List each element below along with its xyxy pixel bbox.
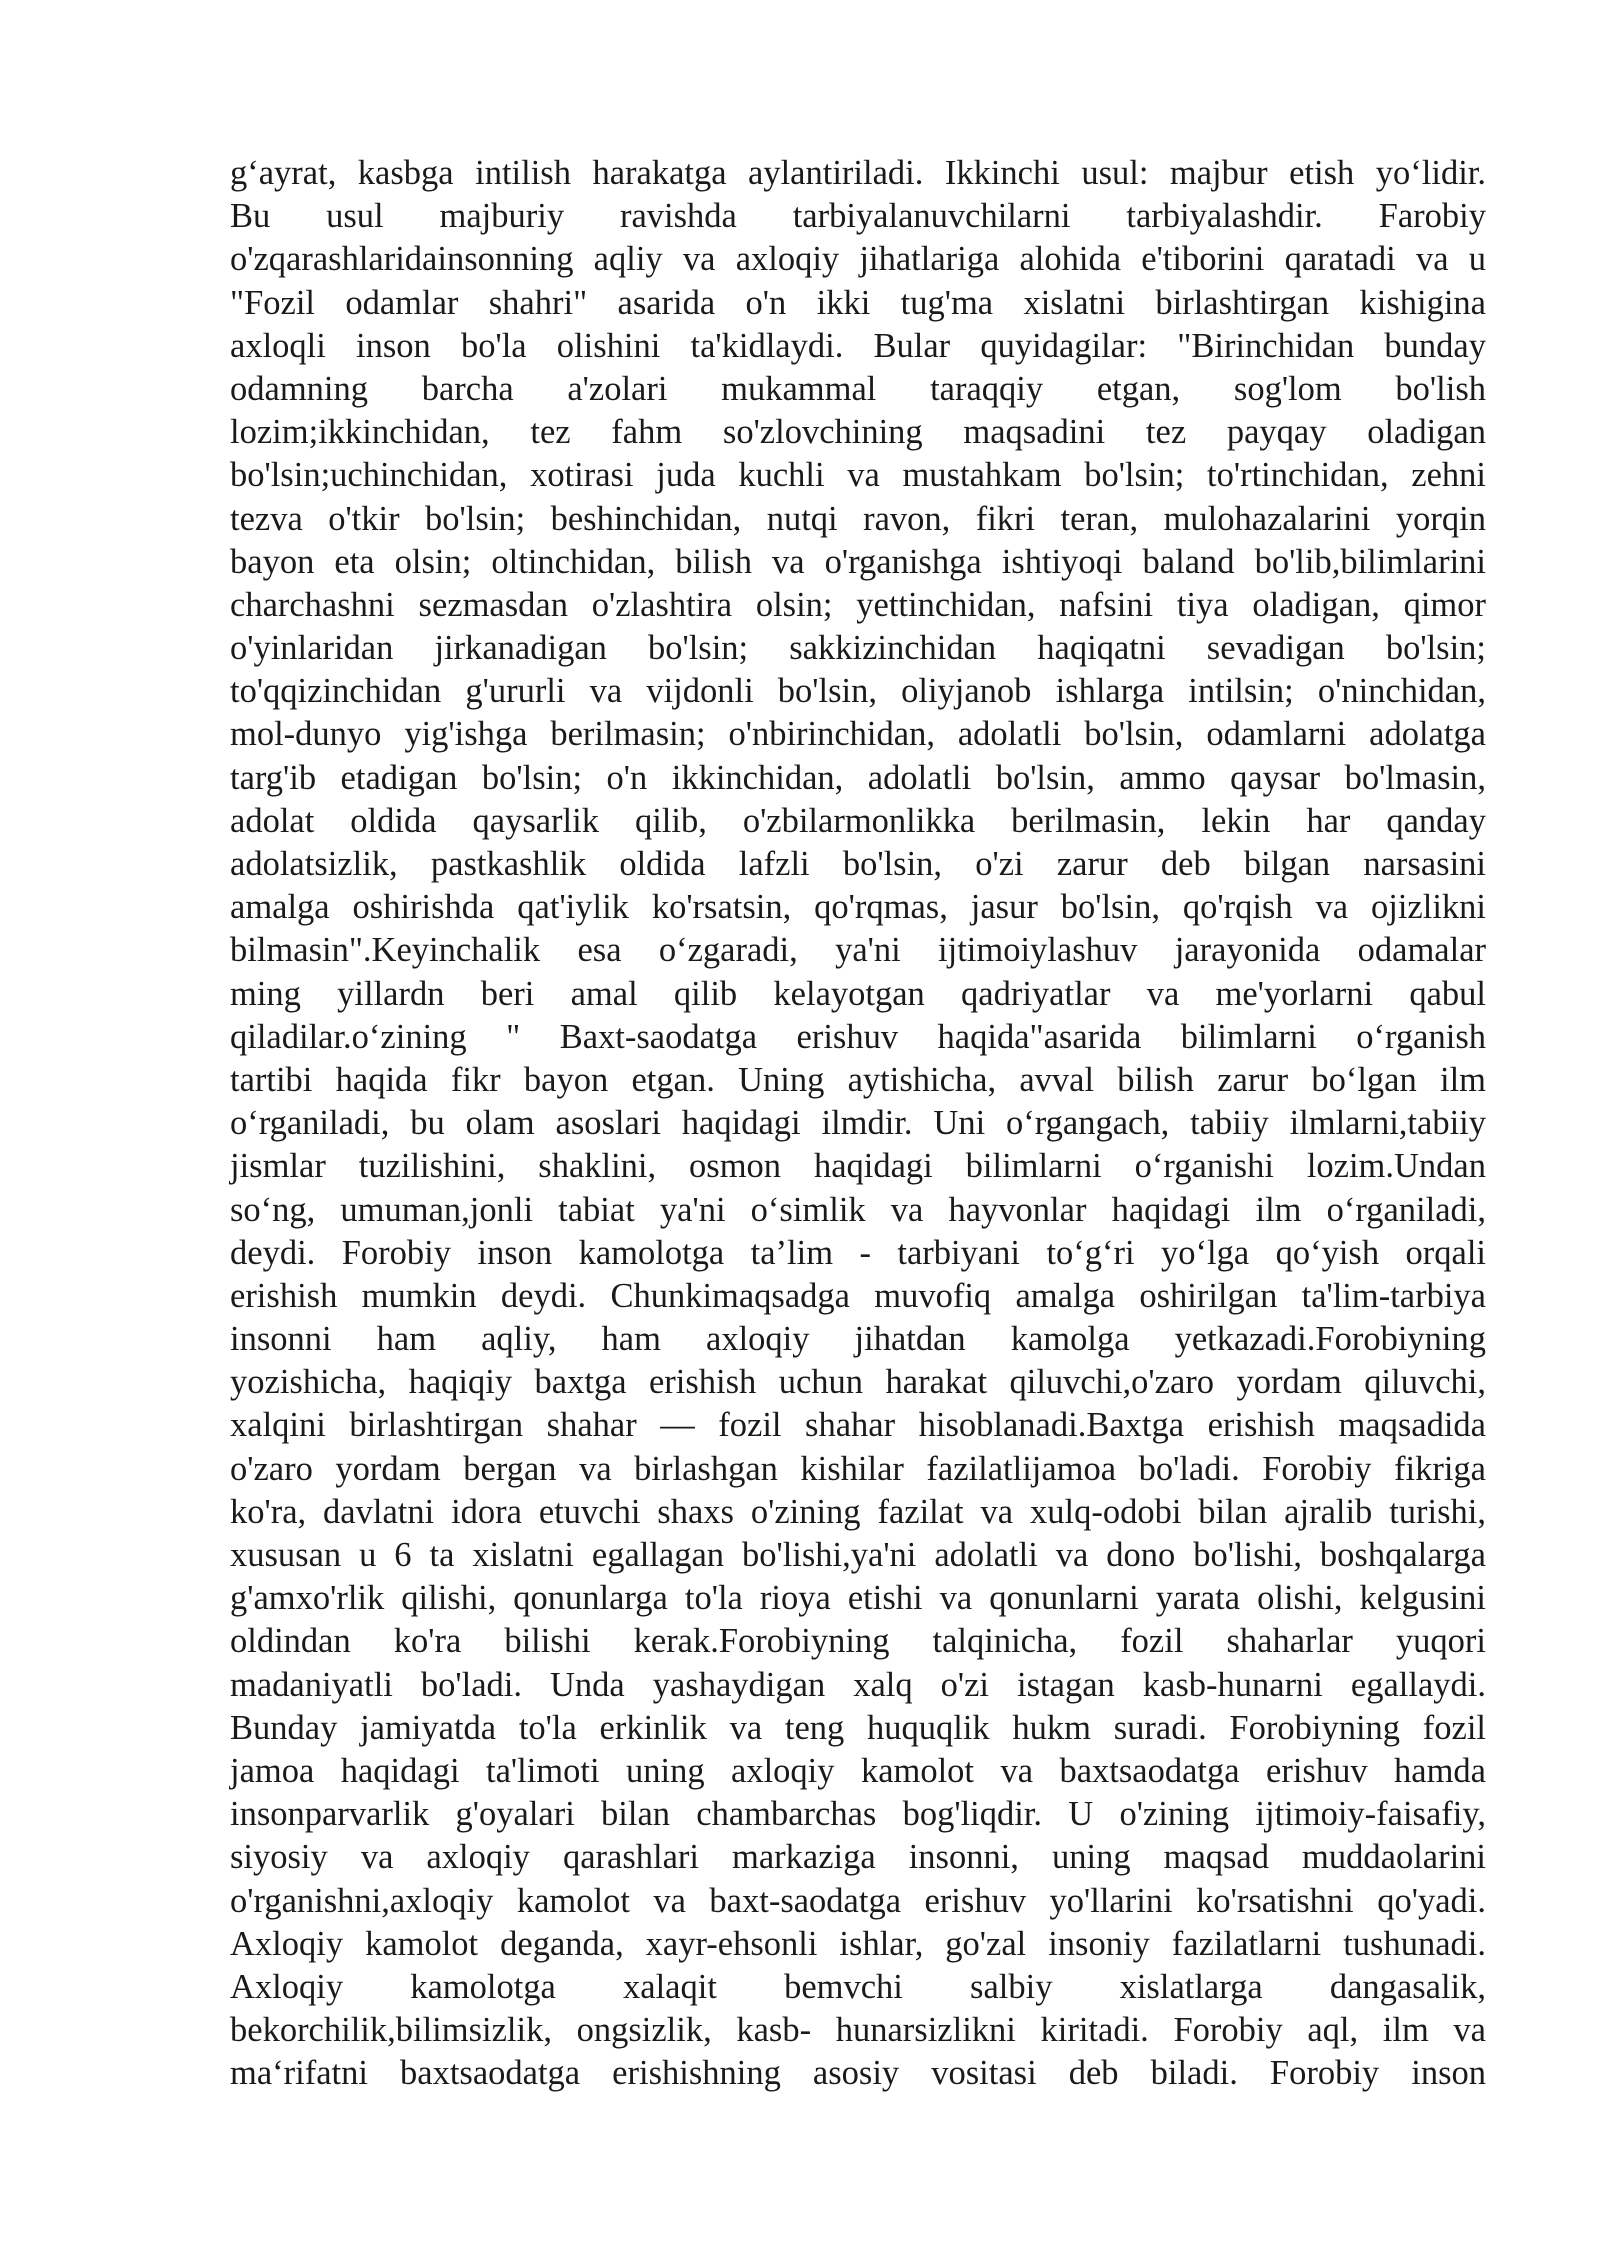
text-line-45: ma‘rifatni baxtsaodatga erishishning asosiy vositasi deb biladi. Forobiy inson [230,2054,1486,2093]
text-line-39: insonparvarlik g'oyalari bilan chambarchas bog'liqdir. U o'zining ijtimoiy-faisafiy, [230,1795,1486,1834]
text-line-31: o'zaro yordam bergan va birlashgan kishilar fazilatlijamoa bo'ladi. Forobiy fikriga [230,1449,1486,1488]
text-line-16: adolat oldida qaysarlik qilib, o'zbilarmonlikka berilmasin, lekin har qanday [230,801,1486,840]
text-line-3: o'zqarashlaridainsonning aqliy va axloqiy jihatlariga alohida e'tiborini qaratadi va u [230,240,1486,279]
text-line-35: oldindan ko'ra bilishi kerak.Forobiyning talqinicha, fozil shaharlar yuqori [230,1622,1486,1661]
text-line-25: so‘ng, umuman,jonli tabiat ya'ni o‘simlik va hayvonlar haqidagi ilm o‘rganiladi, [230,1190,1486,1229]
text-line-5: axloqli inson bo'la olishini ta'kidlaydi. Bular quyidagilar: "Birinchidan bunday [230,326,1486,365]
text-line-33: xususan u 6 ta xislatni egallagan bo'lishi,ya'ni adolatli va dono bo'lishi, boshqalarga [230,1536,1486,1574]
text-line-29: yozishicha, haqiqiy baxtga erishish uchun harakat qiluvchi,o'zaro yordam qiluvchi, [230,1363,1486,1402]
text-line-15: targ'ib etadigan bo'lsin; o'n ikkinchidan, adolatli bo'lsin, ammo qaysar bo'lmasin, [230,758,1486,797]
text-line-6: odamning barcha a'zolari mukammal taraqqiy etgan, sog'lom bo'lish [230,369,1486,408]
text-line-34: g'amxo'rlik qilishi, qonunlarga to'la rioya etishi va qonunlarni yarata olishi, kelgusini [230,1579,1486,1618]
text-line-42: Axloqiy kamolot deganda, xayr-ehsonli ishlar, go'zal insoniy fazilatlarni tushunadi. [230,1924,1486,1963]
text-line-17: adolatsizlik, pastkashlik oldida lafzli bo'lsin, o'zi zarur deb bilgan narsasini [230,845,1486,883]
text-line-9: tezva o'tkir bo'lsin; beshinchidan, nutqi ravon, fikri teran, mulohazalarini yorqin [230,499,1486,538]
text-line-41: o'rganishni,axloqiy kamolot va baxt-saodatga erishuv yo'llarini ko'rsatishni qo'yadi. [230,1881,1486,1920]
text-line-27: erishish mumkin deydi. Chunkimaqsadga muvofiq amalga oshirilgan ta'lim-tarbiya [230,1276,1486,1315]
text-line-23: o‘rganiladi, bu olam asoslari haqidagi ilmdir. Uni o‘rgangach, tabiiy ilmlarni,tabiiy [230,1104,1486,1143]
text-line-1: g‘ayrat, kasbga intilish harakatga aylantiriladi. Ikkinchi usul: majbur etish yo‘lidir. [230,154,1486,192]
text-line-38: jamoa haqidagi ta'limoti uning axloqiy kamolot va baxtsaodatga erishuv hamda [230,1751,1486,1790]
text-line-36: madaniyatli bo'ladi. Unda yashaydigan xalq o'zi istagan kasb-hunarni egallaydi. [230,1665,1486,1704]
text-line-28: insonni ham aqliy, ham axloqiy jihatdan kamolga yetkazadi.Forobiyning [230,1320,1486,1359]
text-line-21: qiladilar.o‘zining " Baxt-saodatga erishuv haqida"asarida bilimlarni o‘rganish [230,1017,1486,1056]
text-line-20: ming yillardn beri amal qilib kelayotgan qadriyatlar va me'yorlarni qabul [230,974,1486,1013]
text-line-26: deydi. Forobiy inson kamolotga ta’lim - tarbiyani to‘g‘ri yo‘lga qo‘yish orqali [230,1233,1486,1272]
text-line-7: lozim;ikkinchidan, tez fahm so'zlovchining maqsadini tez payqay oladigan [230,413,1486,452]
text-line-19: bilmasin".Keyinchalik esa o‘zgaradi, ya'ni ijtimoiylashuv jarayonida odamalar [230,931,1486,970]
text-line-40: siyosiy va axloqiy qarashlari markaziga insonni, uning maqsad muddaolarini [230,1838,1486,1877]
text-line-10: bayon eta olsin; oltinchidan, bilish va o'rganishga ishtiyoqi baland bo'lib,bilimlarini [230,542,1486,581]
text-line-13: to'qqizinchidan g'ururli va vijdonli bo'lsin, oliyjanob ishlarga intilsin; o'ninchidan, [230,672,1486,711]
text-line-32: ko'ra, davlatni idora etuvchi shaxs o'zining fazilat va xulq-odobi bilan ajralib turishi, [230,1492,1486,1531]
text-line-37: Bunday jamiyatda to'la erkinlik va teng huquqlik hukm suradi. Forobiyning fozil [230,1708,1486,1747]
text-line-30: xalqini birlashtirgan shahar — fozil shahar hisoblanadi.Baxtga erishish maqsadida [230,1406,1486,1445]
text-line-24: jismlar tuzilishini, shaklini, osmon haqidagi bilimlarni o‘rganishi lozim.Undan [230,1147,1486,1186]
text-line-4: "Fozil odamlar shahri" asarida o'n ikki tug'ma xislatni birlashtirgan kishigina [230,283,1486,322]
text-line-2: Bu usul majburiy ravishda tarbiyalanuvchilarni tarbiyalashdir. Farobiy [230,197,1486,236]
text-line-8: bo'lsin;uchinchidan, xotirasi juda kuchli va mustahkam bo'lsin; to'rtinchidan, zehni [230,456,1486,495]
text-line-18: amalga oshirishda qat'iylik ko'rsatsin, qo'rqmas, jasur bo'lsin, qo'rqish va ojizlikni [230,888,1486,927]
text-line-43: Axloqiy kamolotga xalaqit bemvchi salbiy xislatlarga dangasalik, [230,1967,1486,2006]
text-line-14: mol-dunyo yig'ishga berilmasin; o'nbirinchidan, adolatli bo'lsin, odamlarni adolatga [230,715,1486,754]
text-line-22: tartibi haqida fikr bayon etgan. Uning aytishicha, avval bilish zarur bo‘lgan ilm [230,1060,1486,1099]
text-line-44: bekorchilik,bilimsizlik, ongsizlik, kasb- hunarsizlikni kiritadi. Forobiy aql, ilm va [230,2011,1486,2050]
body-text [230,152,1486,2095]
text-line-12: o'yinlaridan jirkanadigan bo'lsin; sakkizinchidan haqiqatni sevadigan bo'lsin; [230,629,1486,668]
text-line-11: charchashni sezmasdan o'zlashtira olsin; yettinchidan, nafsini tiya oladigan, qimor [230,585,1486,624]
